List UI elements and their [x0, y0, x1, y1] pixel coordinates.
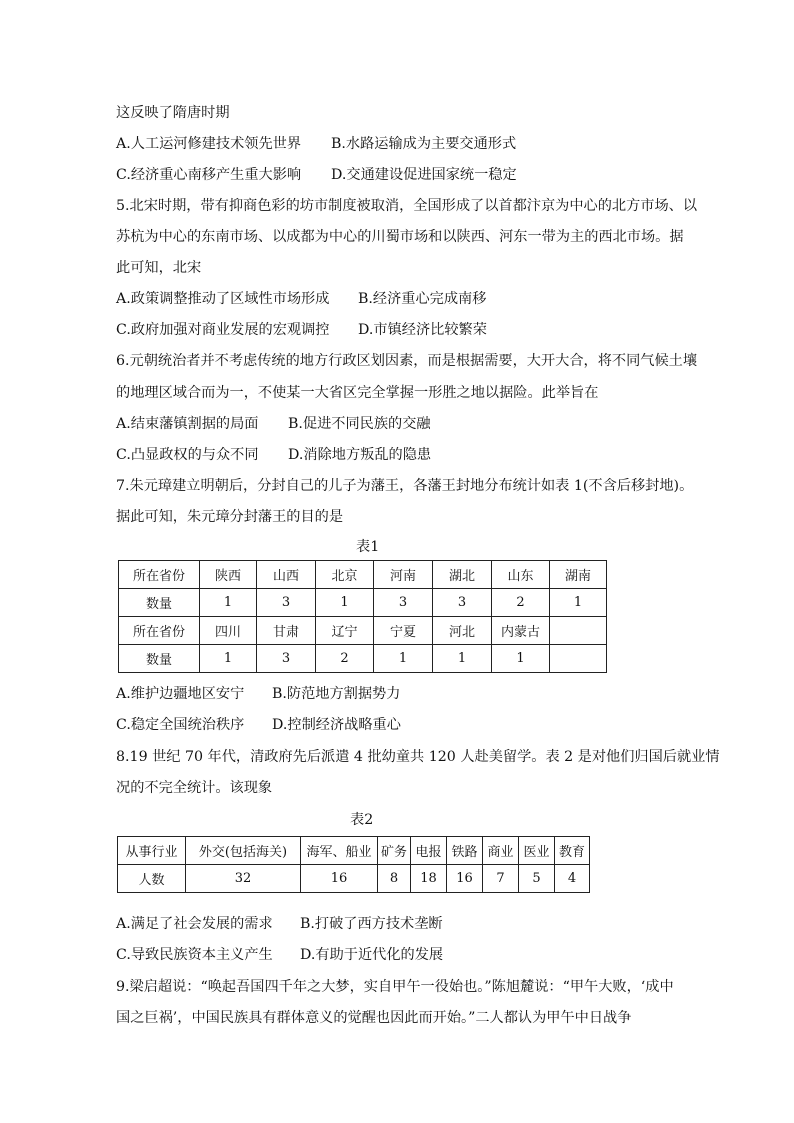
table-cell: 宁夏 [374, 617, 433, 645]
table-cell [550, 617, 607, 645]
q6-option-a: A.结束藩镇割据的局面 [116, 416, 259, 432]
q8-stem-line-1: 8.19 世纪 70 年代，清政府先后派遣 4 批幼童共 120 人赴美留学。表 2 是对他们归国后就业情 [116, 749, 720, 765]
table-header-cell: 医业 [519, 837, 555, 865]
table-cell: 山东 [492, 561, 550, 589]
table-row [118, 865, 590, 893]
table-cell: 河南 [374, 561, 433, 589]
q9-stem-line-2: 国之巨祸’，中国民族具有群体意义的觉醒也因此而开始。”二人都认为甲午中日战争 [116, 1010, 632, 1026]
table-cell: 1 [200, 645, 257, 673]
q7-option-c: C.稳定全国统治秩序 [116, 717, 245, 733]
table-row [119, 617, 607, 645]
table-header-cell: 教育 [555, 837, 590, 865]
table-cell: 数量 [119, 589, 200, 617]
table-2-caption: 表2 [350, 812, 374, 828]
table-cell: 1 [550, 589, 607, 617]
table-row [118, 837, 590, 865]
table-cell: 3 [433, 589, 492, 617]
table-cell: 四川 [200, 617, 257, 645]
q7-option-a: A.维护边疆地区安宁 [116, 686, 245, 702]
table-cell: 人数 [118, 865, 186, 893]
table-cell: 4 [555, 865, 590, 893]
table-1-caption: 表1 [356, 539, 380, 555]
q5-option-c: C.政府加强对商业发展的宏观调控 [116, 322, 330, 338]
table-cell: 河北 [433, 617, 492, 645]
q5-stem-line-3: 此可知，北宋 [116, 260, 202, 276]
q7-stem-line-1: 7.朱元璋建立明朝后，分封自己的儿子为藩王，各藩王封地分布统计如表 1(不含后移封地)。 [116, 478, 694, 494]
q8-option-d: D.有助于近代化的发展 [300, 947, 444, 963]
q7-option-b: B.防范地方割据势力 [272, 686, 401, 702]
table-cell [550, 645, 607, 673]
table-cell: 所在省份 [119, 617, 200, 645]
table-cell: 32 [186, 865, 301, 893]
table-cell: 7 [483, 865, 519, 893]
table-cell: 辽宁 [316, 617, 374, 645]
table-header-cell: 铁路 [447, 837, 483, 865]
table-header-cell: 矿务 [378, 837, 411, 865]
table-header-cell: 电报 [411, 837, 447, 865]
table-cell: 1 [316, 589, 374, 617]
table-cell: 所在省份 [119, 561, 200, 589]
table-2 [117, 836, 590, 893]
q4-option-c: C.经济重心南移产生重大影响 [116, 167, 302, 183]
q4-stem-end: 这反映了隋唐时期 [116, 105, 230, 121]
q6-stem-line-2: 的地理区域合而为一，不使某一大省区完全掌握一形胜之地以据险。此举旨在 [116, 385, 599, 401]
table-header-cell: 从事行业 [118, 837, 186, 865]
table-cell: 2 [492, 589, 550, 617]
table-header-cell: 商业 [483, 837, 519, 865]
q9-stem-line-1: 9.梁启超说：“唤起吾国四千年之大梦，实自甲午一役始也。”陈旭麓说：“甲午大败，‘成中 [116, 979, 674, 995]
table-cell: 5 [519, 865, 555, 893]
q6-stem-line-1: 6.元朝统治者并不考虑传统的地方行政区划因素，而是根据需要，大开大合，将不同气候土壤 [116, 353, 698, 369]
q8-stem-line-2: 况的不完全统计。该现象 [116, 780, 273, 796]
table-cell: 山西 [257, 561, 316, 589]
q4-option-d: D.交通建设促进国家统一稳定 [331, 167, 517, 183]
table-row [119, 645, 607, 673]
table-cell: 北京 [316, 561, 374, 589]
q5-option-a: A.政策调整推动了区域性市场形成 [116, 291, 330, 307]
q8-option-c: C.导致民族资本主义产生 [116, 947, 273, 963]
table-row [119, 589, 607, 617]
q4-option-a: A.人工运河修建技术领先世界 [116, 136, 302, 152]
table-cell: 内蒙古 [492, 617, 550, 645]
q5-stem-line-2: 苏杭为中心的东南市场、以成都为中心的川蜀市场和以陕西、河东一带为主的西北市场。据 [116, 229, 684, 245]
table-cell: 1 [200, 589, 257, 617]
table-cell: 3 [257, 645, 316, 673]
table-cell: 3 [374, 589, 433, 617]
table-cell: 陕西 [200, 561, 257, 589]
q5-stem-line-1: 5.北宋时期，带有抑商色彩的坊市制度被取消，全国形成了以首都汴京为中心的北方市场、以 [116, 198, 698, 214]
table-cell: 湖北 [433, 561, 492, 589]
table-cell: 湖南 [550, 561, 607, 589]
table-cell: 8 [378, 865, 411, 893]
table-header-cell: 海军、船业 [301, 837, 378, 865]
table-cell: 1 [492, 645, 550, 673]
table-cell: 甘肃 [257, 617, 316, 645]
q7-option-d: D.控制经济战略重心 [272, 717, 401, 733]
table-cell: 1 [433, 645, 492, 673]
q5-option-b: B.经济重心完成南移 [358, 291, 487, 307]
table-header-cell: 外交(包括海关) [186, 837, 301, 865]
table-cell: 2 [316, 645, 374, 673]
q8-option-a: A.满足了社会发展的需求 [116, 916, 273, 932]
table-cell: 18 [411, 865, 447, 893]
table-cell: 1 [374, 645, 433, 673]
q5-option-d: D.市镇经济比较繁荣 [358, 322, 487, 338]
q7-stem-line-2: 据此可知，朱元璋分封藩王的目的是 [116, 509, 344, 525]
table-row [119, 561, 607, 589]
q4-option-b: B.水路运输成为主要交通形式 [331, 136, 517, 152]
q6-option-c: C.凸显政权的与众不同 [116, 447, 259, 463]
table-1 [118, 560, 607, 673]
q6-option-b: B.促进不同民族的交融 [288, 416, 431, 432]
table-cell: 16 [301, 865, 378, 893]
q8-option-b: B.打破了西方技术垄断 [300, 916, 443, 932]
table-cell: 16 [447, 865, 483, 893]
table-cell: 3 [257, 589, 316, 617]
table-cell: 数量 [119, 645, 200, 673]
q6-option-d: D.消除地方叛乱的隐患 [288, 447, 432, 463]
